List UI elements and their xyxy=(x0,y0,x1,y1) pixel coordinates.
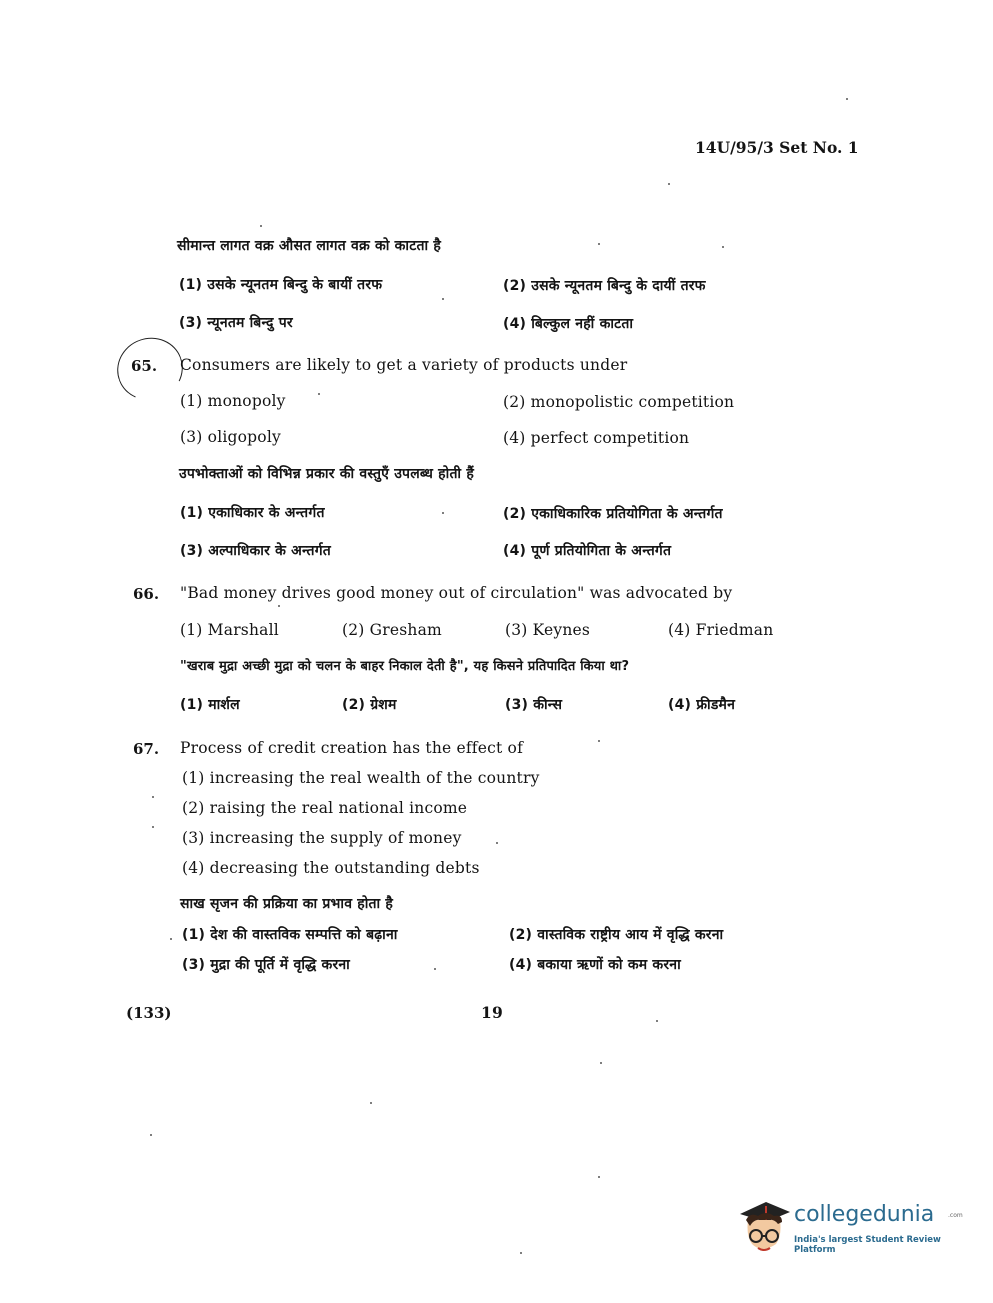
q64-hindi-option-3: (3) न्यूनतम बिन्दु पर xyxy=(179,315,293,331)
q66-hindi-option-2: (2) ग्रेशम xyxy=(342,697,397,713)
q66-option-2: (2) Gresham xyxy=(342,621,442,639)
q67-hindi-option-4: (4) बकाया ऋणों को कम करना xyxy=(509,957,681,973)
q67-option-4: (4) decreasing the outstanding debts xyxy=(182,859,480,877)
scan-speck xyxy=(152,796,154,798)
collegedunia-logo xyxy=(736,1198,964,1262)
q65-option-4: (4) perfect competition xyxy=(503,429,690,447)
scan-speck xyxy=(442,298,444,300)
paper-code: 14U/95/3 Set No. 1 xyxy=(695,138,859,157)
q66-hindi-option-4: (4) फ्रीडमैन xyxy=(668,697,736,713)
q66-option-1: (1) Marshall xyxy=(180,621,279,639)
scan-speck xyxy=(318,393,320,395)
q65-hindi-option-2: (2) एकाधिकारिक प्रतियोगिता के अन्तर्गत xyxy=(503,506,723,522)
booklet-code: (133) xyxy=(126,1004,172,1022)
logo-domain: .com xyxy=(948,1212,963,1219)
q67-number: 67. xyxy=(133,740,160,758)
scan-speck xyxy=(170,938,172,940)
scan-speck xyxy=(260,225,262,227)
q65-hindi-stem: उपभोक्ताओं को विभिन्न प्रकार की वस्तुएँ उपलब्ध होती हैं xyxy=(179,466,474,482)
scan-speck xyxy=(598,243,600,245)
q66-option-4: (4) Friedman xyxy=(668,621,774,639)
q65-hindi-option-1: (1) एकाधिकार के अन्तर्गत xyxy=(180,505,325,521)
scan-speck xyxy=(278,605,280,607)
q66-option-3: (3) Keynes xyxy=(505,621,591,639)
q65-stem: Consumers are likely to get a variety of products under xyxy=(180,356,628,374)
q66-number: 66. xyxy=(133,585,160,603)
scan-speck xyxy=(442,512,444,514)
scan-speck xyxy=(846,98,848,100)
scan-speck xyxy=(520,1252,522,1254)
q67-option-1: (1) increasing the real wealth of the country xyxy=(182,769,540,787)
q65-number: 65. xyxy=(131,357,158,375)
q67-hindi-option-1: (1) देश की वास्तविक सम्पत्ति को बढ़ाना xyxy=(182,927,398,943)
q65-option-3: (3) oligopoly xyxy=(180,428,281,446)
q65-hindi-option-4: (4) पूर्ण प्रतियोगिता के अन्तर्गत xyxy=(503,543,672,559)
q64-hindi-option-1: (1) उसके न्यूनतम बिन्दु के बायीं तरफ xyxy=(179,277,383,293)
q66-hindi-stem: "खराब मुद्रा अच्छी मुद्रा को चलन के बाहर निकाल देती है", यह किसने प्रतिपादित किया था? xyxy=(180,659,630,674)
scan-speck xyxy=(150,1134,152,1136)
page-number: 19 xyxy=(481,1003,503,1022)
scan-speck xyxy=(496,842,498,844)
scan-speck xyxy=(600,1062,602,1064)
q67-stem: Process of credit creation has the effect of xyxy=(180,739,524,757)
q66-hindi-option-3: (3) कीन्स xyxy=(505,697,563,713)
scan-speck xyxy=(598,1176,600,1178)
q64-hindi-stem: सीमान्त लागत वक्र औसत लागत वक्र को काटता है xyxy=(177,238,442,254)
logo-tagline: India's largest Student Review Platform xyxy=(794,1235,941,1255)
q66-stem: "Bad money drives good money out of circulation" was advocated by xyxy=(180,584,733,602)
q67-hindi-option-2: (2) वास्तविक राष्ट्रीय आय में वृद्धि करना xyxy=(509,927,724,943)
scan-speck xyxy=(434,968,436,970)
q65-option-2: (2) monopolistic competition xyxy=(503,393,735,411)
q66-hindi-option-1: (1) मार्शल xyxy=(180,697,240,713)
scan-speck xyxy=(722,246,724,248)
logo-wordmark: collegedunia xyxy=(794,1202,935,1227)
scan-speck xyxy=(152,826,154,828)
q67-hindi-stem: साख सृजन की प्रक्रिया का प्रभाव होता है xyxy=(180,896,394,912)
scan-speck xyxy=(370,1102,372,1104)
q65-hindi-option-3: (3) अल्पाधिकार के अन्तर्गत xyxy=(180,543,331,559)
q64-hindi-option-4: (4) बिल्कुल नहीं काटता xyxy=(503,316,634,332)
scan-speck xyxy=(656,1020,658,1022)
q67-hindi-option-3: (3) मुद्रा की पूर्ति में वृद्धि करना xyxy=(182,957,350,973)
q67-option-3: (3) increasing the supply of money xyxy=(182,829,462,847)
graduate-mascot-icon xyxy=(736,1198,792,1262)
scan-speck xyxy=(668,183,670,185)
scan-speck xyxy=(598,740,600,742)
q64-hindi-option-2: (2) उसके न्यूनतम बिन्दु के दायीं तरफ xyxy=(503,278,706,294)
q67-option-2: (2) raising the real national income xyxy=(182,799,468,817)
q65-option-1: (1) monopoly xyxy=(180,392,286,410)
